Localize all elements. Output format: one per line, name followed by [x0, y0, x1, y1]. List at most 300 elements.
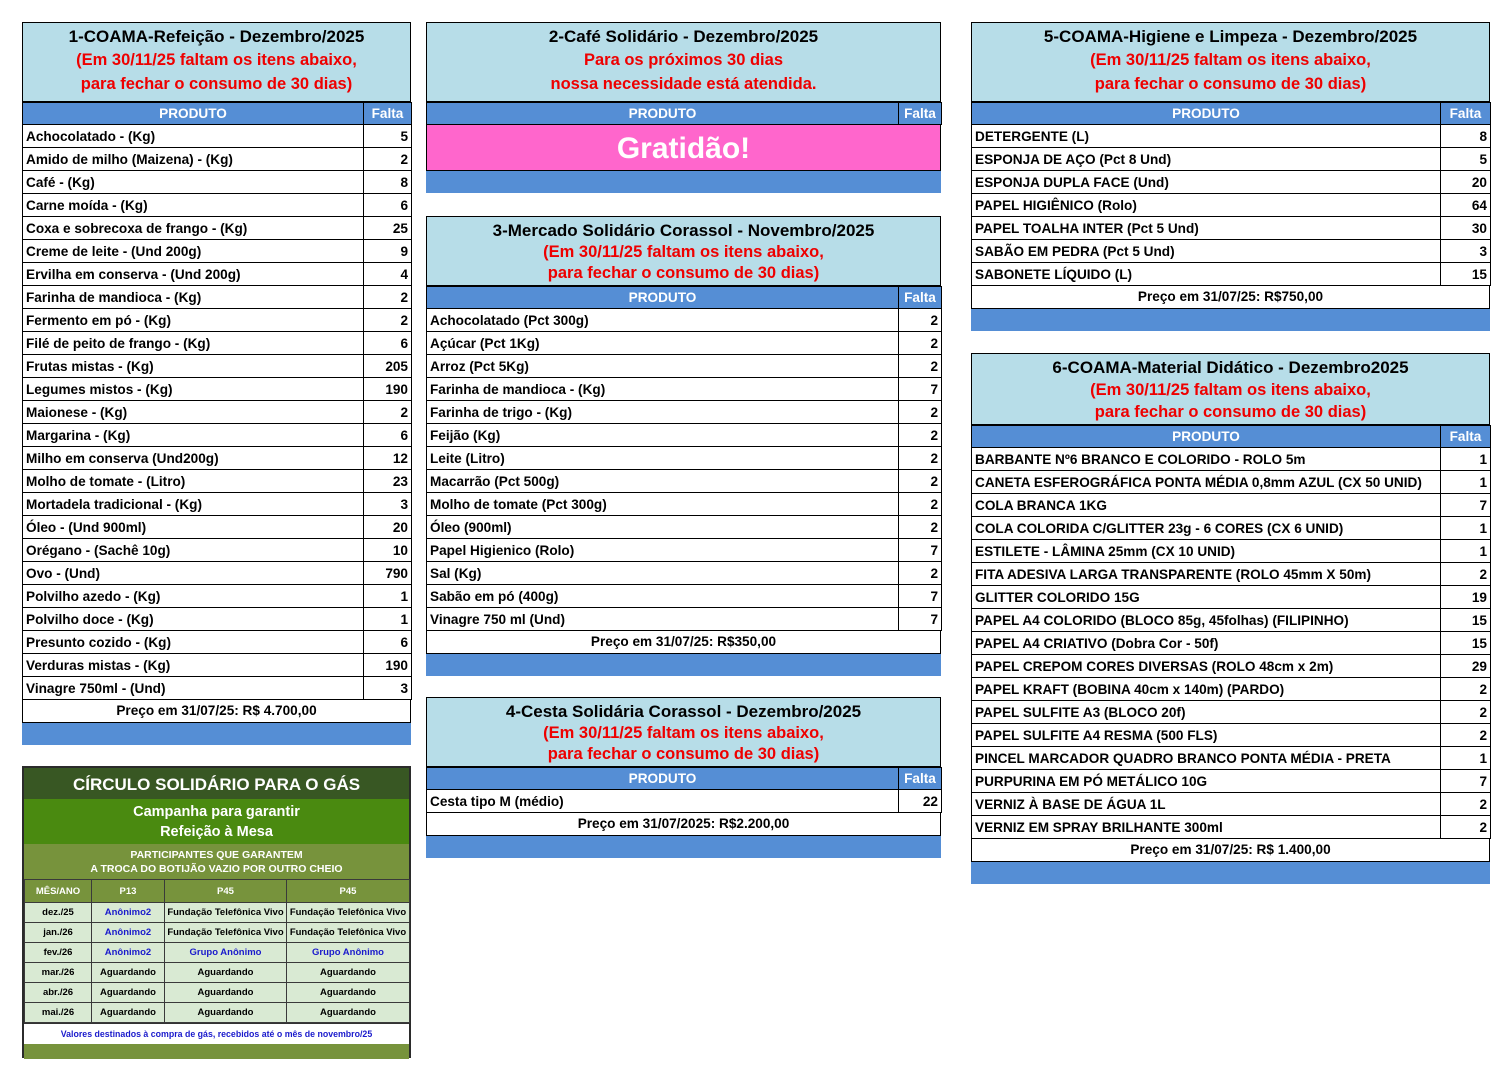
product-name: VERNIZ À BASE DE ÁGUA 1L [972, 793, 1441, 816]
table-row [972, 517, 1491, 540]
table-header [427, 768, 942, 790]
product-name: Farinha de mandioca - (Kg) [427, 378, 899, 401]
panel-mercado [426, 216, 941, 676]
falta-value: 2 [1441, 701, 1491, 724]
table-row [23, 493, 412, 516]
col-produto: PRODUTO [972, 426, 1441, 448]
table-row [427, 309, 942, 332]
price-line: Preço em 31/07/25: R$350,00 [426, 631, 941, 654]
panel-header [426, 697, 941, 767]
falta-value: 3 [364, 493, 412, 516]
gas-participants-caption [24, 844, 409, 879]
table-row [23, 562, 412, 585]
gas-table-row [25, 943, 410, 963]
table-row [972, 194, 1491, 217]
table-row [23, 286, 412, 309]
panel-note-line1: (Em 30/11/25 faltam os itens abaixo, [76, 51, 357, 69]
gas-participants-line2: A TROCA DO BOTIJÃO VAZIO POR OUTRO CHEIO [90, 863, 343, 875]
table-row [427, 355, 942, 378]
product-name: PAPEL TOALHA INTER (Pct 5 Und) [972, 217, 1441, 240]
table-row [427, 585, 942, 608]
table-row [427, 332, 942, 355]
price-line: Preço em 31/07/25: R$ 1.400,00 [971, 839, 1490, 862]
table-row [427, 470, 942, 493]
product-name: Vinagre 750ml - (Und) [23, 677, 364, 700]
product-name: ESPONJA DUPLA FACE (Und) [972, 171, 1441, 194]
falta-value: 22 [899, 790, 942, 813]
table-row [972, 632, 1491, 655]
falta-value: 8 [364, 171, 412, 194]
falta-value: 2 [899, 309, 942, 332]
table-row [23, 654, 412, 677]
falta-value: 1 [1441, 471, 1491, 494]
price-line: Preço em 31/07/25: R$ 4.700,00 [22, 700, 411, 723]
product-name: PAPEL SULFITE A3 (BLOCO 20f) [972, 701, 1441, 724]
product-name: Arroz (Pct 5Kg) [427, 355, 899, 378]
table-header [427, 287, 942, 309]
product-name: Orégano - (Sachê 10g) [23, 539, 364, 562]
col-falta: Falta [899, 768, 942, 790]
gas-table-row [25, 963, 410, 983]
table-row [972, 540, 1491, 563]
product-name: BARBANTE Nº6 BRANCO E COLORIDO - ROLO 5m [972, 448, 1441, 471]
col-falta: Falta [1441, 103, 1491, 125]
gas-table [24, 879, 410, 1023]
panel-note-line1: (Em 30/11/25 faltam os itens abaixo, [543, 243, 824, 261]
panel-note-line1: (Em 30/11/25 faltam os itens abaixo, [1090, 381, 1371, 399]
falta-value: 2 [364, 401, 412, 424]
gas-table-row [25, 903, 410, 923]
table-row [23, 677, 412, 700]
gas-title: CÍRCULO SOLIDÁRIO PARA O GÁS [24, 768, 409, 799]
panel-title: 2-Café Solidário - Dezembro/2025 [548, 27, 819, 46]
panel-header [971, 353, 1490, 425]
falta-value: 20 [364, 516, 412, 539]
falta-value: 2 [899, 516, 942, 539]
col-falta: Falta [364, 103, 412, 125]
table-header [972, 426, 1491, 448]
gas-participant: Aguardando [287, 983, 410, 1003]
table-row [23, 148, 412, 171]
falta-value: 1 [1441, 448, 1491, 471]
col-mes-ano: MÊS/ANO [25, 880, 92, 903]
table-row [427, 516, 942, 539]
table-row [23, 424, 412, 447]
falta-value: 25 [364, 217, 412, 240]
product-name: Sabão em pó (400g) [427, 585, 899, 608]
falta-value: 4 [364, 263, 412, 286]
falta-value: 2 [1441, 563, 1491, 586]
table-row [972, 471, 1491, 494]
gas-participant: Grupo Anônimo [287, 943, 410, 963]
table-row [972, 655, 1491, 678]
falta-value: 7 [899, 378, 942, 401]
product-name: Polvilho doce - (Kg) [23, 608, 364, 631]
table-header [427, 103, 942, 125]
items-table [971, 425, 1491, 839]
table-row [427, 493, 942, 516]
gas-participant: Aguardando [92, 963, 165, 983]
table-row [23, 355, 412, 378]
falta-value: 2 [1441, 678, 1491, 701]
product-name: FITA ADESIVA LARGA TRANSPARENTE (ROLO 45mm X 50m) [972, 563, 1441, 586]
col-p13: P13 [92, 880, 165, 903]
items-table [22, 102, 412, 700]
panel-cesta [426, 697, 941, 858]
table-row [23, 309, 412, 332]
gas-participant: Anônimo2 [92, 903, 165, 923]
falta-value: 7 [1441, 770, 1491, 793]
panel-higiene [971, 22, 1490, 331]
product-name: Amido de milho (Maizena) - (Kg) [23, 148, 364, 171]
product-name: Farinha de trigo - (Kg) [427, 401, 899, 424]
table-row [972, 240, 1491, 263]
product-name: PAPEL HIGIÊNICO (Rolo) [972, 194, 1441, 217]
table-row [972, 747, 1491, 770]
gas-participant: Aguardando [287, 1003, 410, 1023]
falta-value: 8 [1441, 125, 1491, 148]
falta-value: 190 [364, 378, 412, 401]
product-name: GLITTER COLORIDO 15G [972, 586, 1441, 609]
falta-value: 1 [1441, 517, 1491, 540]
table-row [23, 539, 412, 562]
falta-value: 205 [364, 355, 412, 378]
panel-material [971, 353, 1490, 884]
table-row [23, 171, 412, 194]
product-name: Milho em conserva (Und200g) [23, 447, 364, 470]
panel-cafe [426, 22, 941, 193]
falta-value: 15 [1441, 609, 1491, 632]
falta-value: 5 [364, 125, 412, 148]
table-row [972, 816, 1491, 839]
gas-table-row [25, 923, 410, 943]
product-name: Feijão (Kg) [427, 424, 899, 447]
table-row [972, 701, 1491, 724]
product-name: Açúcar (Pct 1Kg) [427, 332, 899, 355]
table-row [427, 401, 942, 424]
table-row [972, 793, 1491, 816]
product-name: Ovo - (Und) [23, 562, 364, 585]
gas-participant: Fundação Telefônica Vivo [165, 903, 287, 923]
falta-value: 15 [1441, 263, 1491, 286]
col-falta: Falta [899, 103, 942, 125]
gas-table-row [25, 983, 410, 1003]
product-name: PURPURINA EM PÓ METÁLICO 10G [972, 770, 1441, 793]
falta-value: 23 [364, 470, 412, 493]
panel-header [971, 22, 1490, 102]
panel-header [426, 22, 941, 102]
panel-title: 3-Mercado Solidário Corassol - Novembro/2025 [492, 221, 875, 240]
product-name: Filé de peito de frango - (Kg) [23, 332, 364, 355]
falta-value: 7 [899, 608, 942, 631]
col-produto: PRODUTO [972, 103, 1441, 125]
table-row [427, 790, 942, 813]
product-name: Molho de tomate - (Litro) [23, 470, 364, 493]
product-name: SABÃO EM PEDRA (Pct 5 Und) [972, 240, 1441, 263]
gas-participant: Aguardando [287, 963, 410, 983]
falta-value: 6 [364, 194, 412, 217]
gas-footer-bar [24, 1044, 409, 1059]
product-name: COLA BRANCA 1KG [972, 494, 1441, 517]
table-row [23, 240, 412, 263]
falta-value: 190 [364, 654, 412, 677]
panel-note-line1: (Em 30/11/25 faltam os itens abaixo, [543, 724, 824, 742]
blue-bar [22, 723, 411, 745]
falta-value: 7 [899, 539, 942, 562]
falta-value: 2 [899, 355, 942, 378]
panel-note-line2: para fechar o consumo de 30 dias) [80, 75, 353, 93]
table-header [972, 103, 1491, 125]
blue-bar [971, 862, 1490, 884]
table-row [972, 217, 1491, 240]
gas-participant: Fundação Telefônica Vivo [165, 923, 287, 943]
table-header [23, 103, 412, 125]
falta-value: 2 [1441, 724, 1491, 747]
falta-value: 7 [899, 585, 942, 608]
falta-value: 29 [1441, 655, 1491, 678]
table-row [427, 424, 942, 447]
product-name: SABONETE LÍQUIDO (L) [972, 263, 1441, 286]
table-row [427, 539, 942, 562]
gas-participant: Fundação Telefônica Vivo [287, 903, 410, 923]
table-row [23, 332, 412, 355]
product-name: Legumes mistos - (Kg) [23, 378, 364, 401]
panel-note-line2: para fechar o consumo de 30 dias) [547, 264, 820, 282]
table-row [427, 447, 942, 470]
product-name: PAPEL CREPOM CORES DIVERSAS (ROLO 48cm x 2m) [972, 655, 1441, 678]
product-name: Verduras mistas - (Kg) [23, 654, 364, 677]
table-row [23, 217, 412, 240]
falta-value: 2 [899, 562, 942, 585]
product-name: Molho de tomate (Pct 300g) [427, 493, 899, 516]
panel-title: 1-COAMA-Refeição - Dezembro/2025 [68, 27, 365, 46]
gratitude-banner: Gratidão! [426, 125, 941, 171]
col-falta: Falta [1441, 426, 1491, 448]
product-name: Mortadela tradicional - (Kg) [23, 493, 364, 516]
table-row [972, 125, 1491, 148]
gas-participant: Grupo Anônimo [165, 943, 287, 963]
gas-participant: Aguardando [165, 963, 287, 983]
falta-value: 7 [1441, 494, 1491, 517]
product-name: Café - (Kg) [23, 171, 364, 194]
gas-participant: Aguardando [92, 983, 165, 1003]
panel-note-line2: para fechar o consumo de 30 dias) [1094, 403, 1367, 421]
gas-participant: Aguardando [92, 1003, 165, 1023]
table-row [972, 609, 1491, 632]
falta-value: 2 [899, 332, 942, 355]
product-name: PAPEL A4 CRIATIVO (Dobra Cor - 50f) [972, 632, 1441, 655]
product-name: Cesta tipo M (médio) [427, 790, 899, 813]
panel-title: 4-Cesta Solidária Corassol - Dezembro/2025 [505, 702, 862, 721]
product-name: ESPONJA DE AÇO (Pct 8 Und) [972, 148, 1441, 171]
gas-participant: Fundação Telefônica Vivo [287, 923, 410, 943]
col-produto: PRODUTO [427, 287, 899, 309]
falta-value: 2 [899, 493, 942, 516]
falta-value: 2 [899, 447, 942, 470]
falta-value: 64 [1441, 194, 1491, 217]
panel-note-line2: para fechar o consumo de 30 dias) [1094, 75, 1367, 93]
panel-header [22, 22, 411, 102]
falta-value: 2 [899, 470, 942, 493]
product-name: Leite (Litro) [427, 447, 899, 470]
gas-month: mai./26 [25, 1003, 92, 1023]
table-row [972, 148, 1491, 171]
product-name: Farinha de mandioca - (Kg) [23, 286, 364, 309]
falta-value: 2 [364, 148, 412, 171]
falta-value: 9 [364, 240, 412, 263]
items-table [426, 767, 942, 813]
product-name: COLA COLORIDA C/GLITTER 23g - 6 CORES (CX 6 UNID) [972, 517, 1441, 540]
product-name: Fermento em pó - (Kg) [23, 309, 364, 332]
product-name: Macarrão (Pct 500g) [427, 470, 899, 493]
gas-participant: Anônimo2 [92, 943, 165, 963]
gas-table-row [25, 1003, 410, 1023]
table-row [23, 516, 412, 539]
product-name: Frutas mistas - (Kg) [23, 355, 364, 378]
blue-bar [426, 654, 941, 676]
blue-bar [426, 171, 941, 193]
panel-note-line2: nossa necessidade está atendida. [550, 75, 817, 93]
items-table [426, 286, 942, 631]
col-produto: PRODUTO [427, 768, 899, 790]
blue-bar [426, 836, 941, 858]
table-row [23, 447, 412, 470]
panel-note-line1: (Em 30/11/25 faltam os itens abaixo, [1090, 51, 1371, 69]
panel-note-line2: para fechar o consumo de 30 dias) [547, 745, 820, 763]
table-row [23, 125, 412, 148]
gas-footnote: Valores destinados à compra de gás, recebidos até o mês de novembro/25 [24, 1023, 409, 1044]
falta-value: 1 [364, 585, 412, 608]
product-name: Carne moída - (Kg) [23, 194, 364, 217]
product-name: VERNIZ EM SPRAY BRILHANTE 300ml [972, 816, 1441, 839]
falta-value: 1 [1441, 540, 1491, 563]
table-row [23, 263, 412, 286]
falta-value: 790 [364, 562, 412, 585]
product-name: Maionese - (Kg) [23, 401, 364, 424]
falta-value: 10 [364, 539, 412, 562]
col-produto: PRODUTO [427, 103, 899, 125]
items-table [426, 102, 942, 125]
product-name: Achocolatado - (Kg) [23, 125, 364, 148]
falta-value: 2 [364, 309, 412, 332]
product-name: PAPEL A4 COLORIDO (BLOCO 85g, 45folhas) (FILIPINHO) [972, 609, 1441, 632]
table-row [972, 263, 1491, 286]
col-p45-b: P45 [287, 880, 410, 903]
falta-value: 30 [1441, 217, 1491, 240]
table-row [972, 448, 1491, 471]
product-name: PINCEL MARCADOR QUADRO BRANCO PONTA MÉDIA - PRETA [972, 747, 1441, 770]
table-row [23, 470, 412, 493]
gas-participant: Aguardando [165, 1003, 287, 1023]
gas-subtitle-line1: Campanha para garantir [133, 804, 300, 820]
falta-value: 12 [364, 447, 412, 470]
product-name: ESTILETE - LÂMINA 25mm (CX 10 UNID) [972, 540, 1441, 563]
table-row [972, 171, 1491, 194]
falta-value: 2 [1441, 793, 1491, 816]
product-name: Vinagre 750 ml (Und) [427, 608, 899, 631]
falta-value: 6 [364, 332, 412, 355]
product-name: Coxa e sobrecoxa de frango - (Kg) [23, 217, 364, 240]
falta-value: 2 [1441, 816, 1491, 839]
gas-month: dez./25 [25, 903, 92, 923]
table-row [972, 678, 1491, 701]
falta-value: 6 [364, 424, 412, 447]
gas-participant: Anônimo2 [92, 923, 165, 943]
gas-month: fev./26 [25, 943, 92, 963]
product-name: Margarina - (Kg) [23, 424, 364, 447]
col-falta: Falta [899, 287, 942, 309]
falta-value: 3 [1441, 240, 1491, 263]
product-name: Óleo - (Und 900ml) [23, 516, 364, 539]
table-row [23, 631, 412, 654]
falta-value: 19 [1441, 586, 1491, 609]
product-name: Sal (Kg) [427, 562, 899, 585]
price-line: Preço em 31/07/25: R$750,00 [971, 286, 1490, 309]
table-row [972, 724, 1491, 747]
panel-title: 6-COAMA-Material Didático - Dezembro2025 [1052, 358, 1409, 377]
product-name: PAPEL KRAFT (BOBINA 40cm x 140m) (PARDO) [972, 678, 1441, 701]
gas-subtitle [24, 799, 409, 844]
product-name: Achocolatado (Pct 300g) [427, 309, 899, 332]
panel-circulo-gas [22, 766, 411, 1058]
price-line: Preço em 31/07/2025: R$2.200,00 [426, 813, 941, 836]
falta-value: 2 [899, 424, 942, 447]
table-row [427, 378, 942, 401]
table-row [23, 401, 412, 424]
panel-header [426, 216, 941, 286]
product-name: PAPEL SULFITE A4 RESMA (500 FLS) [972, 724, 1441, 747]
table-row [23, 378, 412, 401]
product-name: Ervilha em conserva - (Und 200g) [23, 263, 364, 286]
product-name: Polvilho azedo - (Kg) [23, 585, 364, 608]
table-row [972, 770, 1491, 793]
falta-value: 2 [899, 401, 942, 424]
falta-value: 1 [1441, 747, 1491, 770]
gas-participant: Aguardando [165, 983, 287, 1003]
blue-bar [971, 309, 1490, 331]
gas-subtitle-line2: Refeição à Mesa [160, 824, 273, 840]
table-row [972, 586, 1491, 609]
table-row [23, 585, 412, 608]
panel-refeicao [22, 22, 411, 745]
gas-month: jan./26 [25, 923, 92, 943]
gas-table-header [25, 880, 410, 903]
col-p45: P45 [165, 880, 287, 903]
items-table [971, 102, 1491, 286]
gas-participants-line1: PARTICIPANTES QUE GARANTEM [130, 849, 303, 861]
table-row [23, 194, 412, 217]
col-produto: PRODUTO [23, 103, 364, 125]
falta-value: 20 [1441, 171, 1491, 194]
falta-value: 15 [1441, 632, 1491, 655]
table-row [972, 494, 1491, 517]
falta-value: 3 [364, 677, 412, 700]
product-name: Presunto cozido - (Kg) [23, 631, 364, 654]
falta-value: 5 [1441, 148, 1491, 171]
gas-month: mar./26 [25, 963, 92, 983]
gas-month: abr./26 [25, 983, 92, 1003]
product-name: Óleo (900ml) [427, 516, 899, 539]
product-name: CANETA ESFEROGRÁFICA PONTA MÉDIA 0,8mm AZUL (CX 50 UNID) [972, 471, 1441, 494]
product-name: Papel Higienico (Rolo) [427, 539, 899, 562]
table-row [972, 563, 1491, 586]
table-row [427, 608, 942, 631]
falta-value: 2 [364, 286, 412, 309]
table-row [23, 608, 412, 631]
product-name: Creme de leite - (Und 200g) [23, 240, 364, 263]
falta-value: 6 [364, 631, 412, 654]
table-row [427, 562, 942, 585]
